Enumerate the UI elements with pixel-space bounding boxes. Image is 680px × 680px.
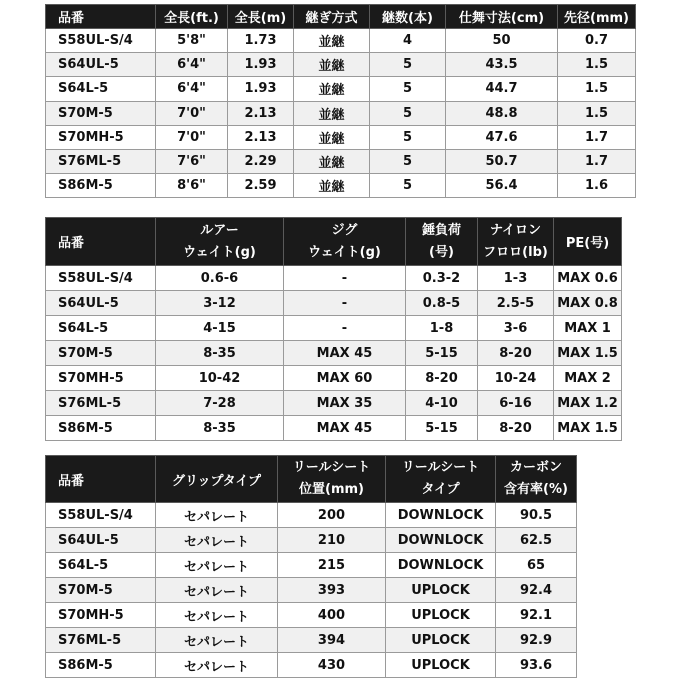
table-row: [46, 391, 622, 416]
table-cell: 44.7: [446, 77, 558, 101]
model-cell: S58UL-S/4: [46, 29, 156, 53]
table-cell: 7'0": [156, 101, 228, 125]
spec-table-lure-line: [45, 217, 622, 441]
header-grip-type: [156, 456, 278, 503]
table-cell: UPLOCK: [386, 653, 496, 678]
model-cell: S70MH-5: [46, 366, 156, 391]
table-cell: MAX 45: [284, 341, 406, 366]
table-cell: 1.93: [228, 53, 294, 77]
header-jig-weight: [284, 218, 406, 266]
table-cell: -: [284, 291, 406, 316]
model-cell: S70M-5: [46, 341, 156, 366]
model-cell: S58UL-S/4: [46, 503, 156, 528]
model-cell: S86M-5: [46, 416, 156, 441]
table-header-row: [46, 5, 636, 29]
table-cell: 並継: [294, 174, 370, 198]
table-cell: MAX 1.5: [554, 416, 622, 441]
table-row: [46, 628, 577, 653]
table-cell: 7-28: [156, 391, 284, 416]
table-header-row: [46, 218, 622, 266]
table-cell: 10-42: [156, 366, 284, 391]
table-cell: 200: [278, 503, 386, 528]
table2-body: [46, 266, 622, 441]
table-cell: MAX 2: [554, 366, 622, 391]
table-cell: 1.6: [558, 174, 636, 198]
table-cell: 92.9: [496, 628, 577, 653]
header-grip-type-label: グリップタイプ: [172, 473, 261, 489]
table-header-row: [46, 456, 577, 503]
model-cell: S76ML-5: [46, 149, 156, 173]
model-cell: S64L-5: [46, 77, 156, 101]
header-line1: ルアー: [200, 222, 239, 238]
table-cell: 1.5: [558, 101, 636, 125]
table-cell: UPLOCK: [386, 603, 496, 628]
table-cell: 50.7: [446, 149, 558, 173]
table-cell: 5-15: [406, 416, 478, 441]
table-row: [46, 503, 577, 528]
table-cell: 並継: [294, 53, 370, 77]
table-row: [46, 125, 636, 149]
table-cell: 93.6: [496, 653, 577, 678]
table-cell: 394: [278, 628, 386, 653]
table-cell: セパレート: [156, 628, 278, 653]
table-row: [46, 149, 636, 173]
table-cell: 3-12: [156, 291, 284, 316]
header-closed-length: 仕舞寸法(cm): [446, 5, 558, 29]
header-tip-diameter: 先径(mm): [558, 5, 636, 29]
header-line2: タイプ: [421, 482, 460, 497]
spec-table-length: [45, 4, 636, 198]
table-cell: 1.93: [228, 77, 294, 101]
table-row: [46, 341, 622, 366]
table-cell: 65: [496, 553, 577, 578]
header-model: 品番: [46, 5, 156, 29]
table-cell: MAX 0.6: [554, 266, 622, 291]
table-cell: 1.73: [228, 29, 294, 53]
table-cell: 3-6: [478, 316, 554, 341]
table-cell: 5: [370, 149, 446, 173]
table-cell: 8-20: [478, 341, 554, 366]
table-cell: セパレート: [156, 528, 278, 553]
table-cell: MAX 35: [284, 391, 406, 416]
table-cell: 1.5: [558, 77, 636, 101]
header-model: [46, 456, 156, 503]
header-model-label: 品番: [58, 236, 85, 251]
table-cell: 5: [370, 125, 446, 149]
table-cell: 並継: [294, 29, 370, 53]
table-cell: -: [284, 266, 406, 291]
header-lure-weight: [156, 218, 284, 266]
table-row: [46, 603, 577, 628]
header-sections: 継数(本): [370, 5, 446, 29]
table-cell: 1.7: [558, 125, 636, 149]
table-row: [46, 77, 636, 101]
table-cell: 215: [278, 553, 386, 578]
table-cell: 393: [278, 578, 386, 603]
table-cell: MAX 45: [284, 416, 406, 441]
header-line1: ナイロン: [489, 222, 542, 238]
table-cell: 0.6-6: [156, 266, 284, 291]
table-cell: 7'0": [156, 125, 228, 149]
table-cell: 5'8": [156, 29, 228, 53]
model-cell: S76ML-5: [46, 628, 156, 653]
table-row: [46, 53, 636, 77]
model-cell: S70MH-5: [46, 125, 156, 149]
model-cell: S70M-5: [46, 101, 156, 125]
header-sinker-load: [406, 218, 478, 266]
table-row: [46, 101, 636, 125]
model-cell: S64L-5: [46, 553, 156, 578]
table-cell: 並継: [294, 77, 370, 101]
header-joint-type: 継ぎ方式: [294, 5, 370, 29]
header-line2: ウェイト(g): [308, 244, 381, 260]
table-cell: 2.13: [228, 101, 294, 125]
table-cell: 8-35: [156, 416, 284, 441]
table-row: [46, 266, 622, 291]
table-cell: 10-24: [478, 366, 554, 391]
table-row: [46, 174, 636, 198]
table-cell: 430: [278, 653, 386, 678]
table-cell: UPLOCK: [386, 578, 496, 603]
header-reelseat-type: [386, 456, 496, 503]
table-row: [46, 578, 577, 603]
table-cell: 8-20: [478, 416, 554, 441]
table3-body: [46, 503, 577, 678]
table-cell: 6'4": [156, 77, 228, 101]
table-cell: 0.3-2: [406, 266, 478, 291]
table-row: [46, 653, 577, 678]
header-line1: カーボン: [509, 460, 562, 475]
table-cell: 92.4: [496, 578, 577, 603]
model-cell: S70MH-5: [46, 603, 156, 628]
table-cell: DOWNLOCK: [386, 503, 496, 528]
table-cell: 8-20: [406, 366, 478, 391]
table-cell: -: [284, 316, 406, 341]
table-cell: 5: [370, 174, 446, 198]
table-cell: 2.29: [228, 149, 294, 173]
model-cell: S58UL-S/4: [46, 266, 156, 291]
header-line2: 位置(mm): [299, 482, 364, 497]
table1-body: [46, 29, 636, 198]
table-cell: DOWNLOCK: [386, 553, 496, 578]
table-cell: 6-16: [478, 391, 554, 416]
header-nylon-fluoro: [478, 218, 554, 266]
table-cell: 56.4: [446, 174, 558, 198]
table-cell: 1.7: [558, 149, 636, 173]
model-cell: S64UL-5: [46, 291, 156, 316]
table-cell: 47.6: [446, 125, 558, 149]
table-cell: 5: [370, 77, 446, 101]
table-cell: 5: [370, 53, 446, 77]
table-cell: セパレート: [156, 653, 278, 678]
model-cell: S86M-5: [46, 174, 156, 198]
table-cell: 50: [446, 29, 558, 53]
model-cell: S86M-5: [46, 653, 156, 678]
table-row: [46, 29, 636, 53]
table-cell: 2.5-5: [478, 291, 554, 316]
header-line2: フロロ(lb): [483, 244, 548, 260]
header-reelseat-position: [278, 456, 386, 503]
table-cell: 8-35: [156, 341, 284, 366]
header-line1: リールシート: [401, 460, 480, 475]
table-cell: 90.5: [496, 503, 577, 528]
header-line2: (号): [429, 244, 454, 260]
model-cell: S70M-5: [46, 578, 156, 603]
table-cell: MAX 0.8: [554, 291, 622, 316]
table-cell: UPLOCK: [386, 628, 496, 653]
table-cell: 0.7: [558, 29, 636, 53]
table-cell: セパレート: [156, 553, 278, 578]
table-cell: DOWNLOCK: [386, 528, 496, 553]
table-cell: MAX 1: [554, 316, 622, 341]
table-cell: MAX 1.2: [554, 391, 622, 416]
table-row: [46, 291, 622, 316]
header-length-ft: 全長(ft.): [156, 5, 228, 29]
table-cell: 1-8: [406, 316, 478, 341]
table-cell: 210: [278, 528, 386, 553]
table-cell: 6'4": [156, 53, 228, 77]
table-cell: 4: [370, 29, 446, 53]
table-cell: 1-3: [478, 266, 554, 291]
table-cell: 並継: [294, 125, 370, 149]
table-row: [46, 316, 622, 341]
table-cell: 4-10: [406, 391, 478, 416]
table-cell: セパレート: [156, 603, 278, 628]
table-row: [46, 553, 577, 578]
table-cell: セパレート: [156, 503, 278, 528]
table-cell: 92.1: [496, 603, 577, 628]
table-cell: MAX 60: [284, 366, 406, 391]
table-cell: 1.5: [558, 53, 636, 77]
header-line1: ジグ: [331, 222, 358, 238]
table-cell: 48.8: [446, 101, 558, 125]
header-pe: [554, 218, 622, 266]
header-line2: 含有率(%): [504, 482, 568, 497]
table-cell: 7'6": [156, 149, 228, 173]
table-cell: 並継: [294, 101, 370, 125]
table-cell: 0.8-5: [406, 291, 478, 316]
table-cell: 43.5: [446, 53, 558, 77]
table-cell: MAX 1.5: [554, 341, 622, 366]
header-pe-label: PE(号): [565, 236, 610, 251]
model-cell: S64UL-5: [46, 53, 156, 77]
model-cell: S64L-5: [46, 316, 156, 341]
table-cell: 2.13: [228, 125, 294, 149]
header-model: [46, 218, 156, 266]
model-cell: S76ML-5: [46, 391, 156, 416]
table-row: [46, 528, 577, 553]
header-length-m: 全長(m): [228, 5, 294, 29]
table-cell: 4-15: [156, 316, 284, 341]
model-cell: S64UL-5: [46, 528, 156, 553]
header-line2: ウェイト(g): [183, 244, 256, 260]
spec-table-grip-reelseat: [45, 455, 577, 678]
header-line1: 錘負荷: [421, 222, 461, 238]
header-model-label: 品番: [58, 473, 85, 489]
table-row: [46, 416, 622, 441]
table-cell: 5: [370, 101, 446, 125]
header-line1: リールシート: [292, 460, 371, 475]
table-cell: 2.59: [228, 174, 294, 198]
table-cell: 並継: [294, 149, 370, 173]
table-cell: 62.5: [496, 528, 577, 553]
table-row: [46, 366, 622, 391]
header-carbon-content: [496, 456, 577, 503]
table-cell: 400: [278, 603, 386, 628]
table-cell: 5-15: [406, 341, 478, 366]
table-cell: 8'6": [156, 174, 228, 198]
table-cell: セパレート: [156, 578, 278, 603]
